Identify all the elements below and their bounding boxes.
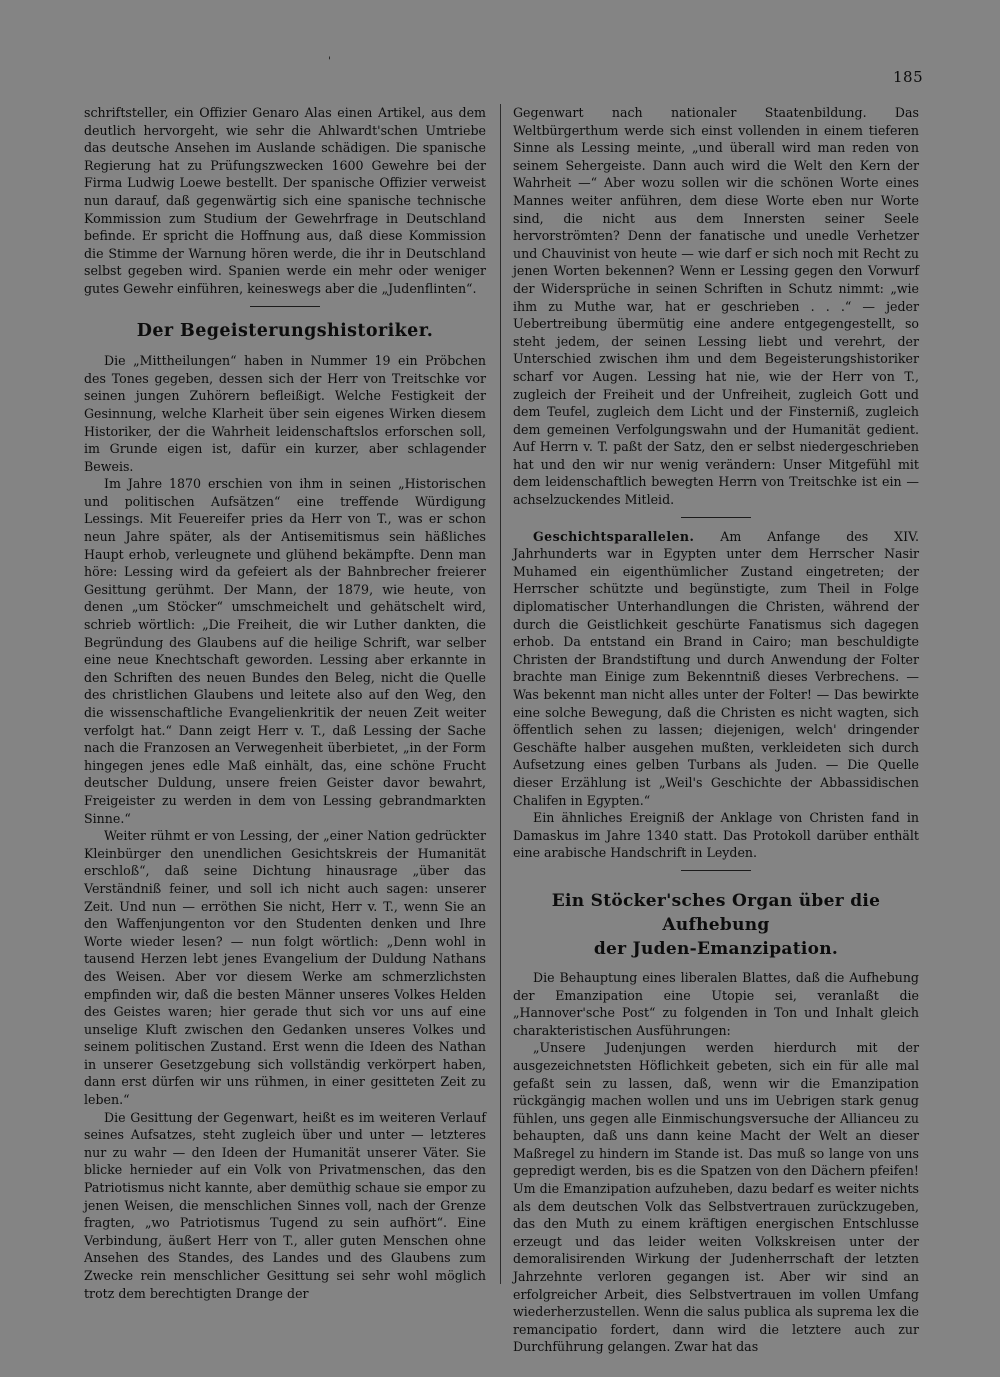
heading-stoecker-line-2: der Juden-Emanzipation. (593, 938, 839, 959)
left-paragraph-5: Die Gesittung der Gegenwart, heißt es im weiteren Verlauf seines Aufsatzes, steht zugleich über und unter — letzteres nur zu wahr — den Ideen der Humanität unserer Väter. Sie blicke hernieder auf ein Volk von Privatmenschen, das den Patriotismus nicht kannte, aber demüthig schaue sie empor zu jenen Weisen, die menschlichen Sinnes voll, nach der Grenze fragten, „wo Patriotismus Tugend zu sein aufhört“. Eine Verbindung, äußert Herr von T., aller guten Menschen ohne Ansehen des Standes, des Landes und des Glaubens zum Zwecke rein menschlicher Gesittung sei sehr wohl möglich trotz dem berechtigten Drange der (84, 1109, 486, 1301)
left-paragraph-4: Weiter rühmt er von Lessing, der „einer Nation gedrückter Kleinbürger den unendlichen Gesichtskreis der Humanität erschloß“, daß seine Dichtung hinausrage „über das Verständniß feiner, und soll ich nicht auch sagen: unserer Zeit. Und nun — erröthen Sie nicht, Herr v. T., wenn Sie an den Waffenjungenton vor den Studenten denken und Ihre Worte wieder lesen? — nun folgt wörtlich: „Denn wohl in tausend Herzen lebt jenes Evangelium der Duldung Nathans des Weisen. Aber vor diesem Werke am schmerzlichsten empfinden wir, daß die besten Männer unseres Volkes Helden des Geistes waren; hier gerade thut sich vor uns auf eine unselige Kluft zwischen den Gedanken unseres Volkes und seinem politischen Zustand. Erst wenn die Ideen des Nathan in unserer Gesetzgebung sich vollständig verkörpert haben, dann erst dürfen wir uns rühmen, in einer gesitteten Zeit zu leben.“ (84, 828, 486, 1108)
page-edge-mark: ' (328, 56, 331, 67)
left-paragraph-3: Im Jahre 1870 erschien von ihm in seinen „Historischen und politischen Aufsätzen“ eine treffende Würdigung Lessings. Mit Feuereifer pries da Herr von T., was er schon neun Jahre später, als der Antisemitismus sein häßliches Haupt erhob, verleugnete und glühend bekämpfte. Denn man höre: Lessing wird da gefeiert als der Bahnbrecher freierer Gesittung gerühmt. Der Mann, der 1879, wie heute, von denen „um Stöcker“ umschmeichelt und gehätschelt wird, schrieb wörtlich: „Die Freiheit, die wir Luther dankten, die Begründung des Glaubens auf die heilige Schrift, war selber eine neue Knechtschaft geworden. Lessing aber erkannte in den Schriften des neuen Bundes den Beleg, nicht die Quelle des christlichen Glaubens und leitete also auf den Weg, den die wissenschaftliche Evangelienkritik der neuen Zeit weiter verfolgt hat.“ Dann zeigt Herr v. T., daß Lessing der Sache nach die Franzosen an Verwegenheit überbietet, „in der Form hingegen jenes edle Maß einhält, das, eine schöne Frucht deutscher Duldung, unsere freien Geister davor bewahrt, Freigeister zu werden in dem von Lessing gebrandmarkten Sinne.“ (84, 476, 486, 826)
right-paragraph-5: „Unsere Judenjungen werden hierdurch mit der ausgezeichnetsten Höflichkeit gebeten, sich ein für alle mal gefaßt sein zu lassen, daß, wenn wir die Emanzipation rückgängig machen wollen und uns im Uebrigen stark genug fühlen, uns gegen alle Einmischungsversuche der Allianceu zu behaupten, daß uns dann keine Macht der Welt an dieser Maßregel zu hindern im Stande ist. Das muß so lange von uns gepredigt werden, bis es die Spatzen von den Dächern pfeifen! Um die Emanzipation aufzuheben, dazu bedarf es weiter nichts als dem deutschen Volk das Selbstvertrauen zurückzugeben, das den Muth zu einem kräftigen energischen Entschlusse erzeugt und das leider weiten Volkskreisen unter der demoralisirenden Wirkung der Judenherrschaft der letzten Jahrzehnte verloren gegangen ist. Aber wir sind an erfolgreicher Arbeit, dies Selbstvertrauen im vollen Umfang wiederherzustellen. Wenn die salus publica als suprema lex die remancipatio fordert, dann wird die letztere auch zur Durchführung gelangen. Zwar hat das (513, 1040, 919, 1355)
heading-begeisterungshistoriker: Der Begeisterungshistoriker. (136, 320, 434, 341)
right-paragraph-1: Gegenwart nach nationaler Staatenbildung. Das Weltbürgerthum werde sich einst vollenden in einem tieferen Sinne als Lessing meinte, „und überall wird man reden von seinem Sehergeiste. Dann auch wird die Welt den Kern der Wahrheit —“ Aber wozu sollen wir die schönen Worte eines Mannes weiter anführen, dem diese Worte eben nur Worte sind, die nicht aus dem Innersten seiner Seele hervorströmten? Denn der fanatische und unedle Verhetzer und Chauvinist von heute — wie darf er sich noch mit Recht zu jenen Worten bekennen? Wenn er Lessing gegen den Vorwurf der Widersprüche in seinen Schriften in Schutz nimmt: „wie ihm zu Muthe war, hat er geschrieben . . .“ — jeder Uebertreibung übermütig eine andere entgegengestellt, so steht jedem, der seinen Lessing liebt und verehrt, der Unterschied zwischen ihm und dem Begeisterungshistoriker scharf vor Augen. Lessing hat nie, wie der Herr von T., zugleich der Freiheit und der Unfreiheit, zugleich Gott und dem Teufel, zugleich dem Licht und der Finsterniß, zugleich dem gemeinen Verfolgungswahn und der Humanität gedient. Auf Herrn v. T. paßt der Satz, den er selbst niedergeschrieben hat und den wir nur wenig verändern: Unser Mitgefühl mit dem leidenschaftlich bewegten Herrn von Treitschke ist ein — achselzuckendes Mitleid. (513, 105, 919, 508)
right-column (513, 104, 919, 1356)
column-divider (500, 104, 501, 1284)
section-divider (250, 306, 320, 307)
heading-stoecker-organ (513, 889, 919, 961)
right-paragraph-4: Die Behauptung eines liberalen Blattes, daß die Aufhebung der Emanzipation eine Utopie sei, veranlaßt die „Hannover'sche Post“ zu folgenden in Ton und Inhalt gleich charakteristischen Ausführungen: (513, 969, 919, 1038)
runin-heading-geschichtsparallelen: Geschichtsparallelen. (533, 528, 695, 544)
right-paragraph-3: Ein ähnliches Ereigniß der Anklage von Christen fand in Damaskus im Jahre 1340 statt. Das Protokoll darüber enthält eine arabische Handschrift in Leyden. (513, 810, 919, 861)
heading-stoecker-line-1: Ein Stöcker'sches Organ über die Aufhebung (551, 890, 881, 935)
left-column (84, 104, 486, 1302)
page-number: 185 (893, 68, 924, 86)
right-paragraph-geschichtsparallelen (513, 528, 919, 810)
section-divider (681, 870, 751, 871)
left-paragraph-2: Die „Mittheilungen“ haben in Nummer 19 ein Pröbchen des Tones gegeben, dessen sich der Herr von Treitschke vor seinen jungen Zuhörern befleißigt. Welche Festigkeit der Gesinnung, welche Klarheit über sein eigenes Wirken diesem Historiker, der die Wahrheit leidenschaftslos erforschen soll, im Grunde eigen ist, dafür ein kurzer, aber schlagender Beweis. (84, 353, 486, 474)
section-divider (681, 517, 751, 518)
geschichtsparallelen-text: Am Anfange des XIV. Jahrhunderts war in Egypten unter dem Herrscher Nasir Muhamed ein eigenthümlicher Zustand eingetreten; der Herrscher schützte und begünstigte, zum Theil in Folge diplomatischer Unterhandlungen die Christen, während der durch die Geistlichkeit geschürte Fanatismus sich dagegen erhob. Da entstand ein Brand in Cairo; man beschuldigte Christen der Brandstiftung und durch Anwendung der Folter brachte man Einige zum Bekenntniß dieses Verbrechens. — Was bekennt man nicht alles unter der Folter! — Das bewirkte eine solche Bewegung, daß die Christen es nicht wagten, sich öffentlich sehen zu lassen; diejenigen, welch' dringender Geschäfte halber ausgehen mußten, verkleideten sich durch Aufsetzung eines gelben Turbans als Juden. — Die Quelle dieser Erzählung ist „Weil's Geschichte der Abbassidischen Chalifen in Egypten.“ (513, 528, 919, 808)
left-paragraph-1: schriftsteller, ein Offizier Genaro Alas einen Artikel, aus dem deutlich hervorgeht, wie sehr die Ahlwardt'schen Umtriebe das deutsche Ansehen im Auslande schädigen. Die spanische Regierung hat zu Prüfungszwecken 1600 Gewehre bei der Firma Ludwig Loewe bestellt. Der spanische Offizier verweist nun darauf, daß gegenwärtig sich eine spanische technische Kommission zum Studium der Gewehrfrage in Deutschland befinde. Er spricht die Hoffnung aus, daß diese Kommission die Stimme der Warnung hören werde, die ihr in Deutschland selbst gegeben wird. Spanien werde ein mehr oder weniger gutes Gewehr einführen, keineswegs aber die „Judenflinten“. (84, 105, 486, 296)
